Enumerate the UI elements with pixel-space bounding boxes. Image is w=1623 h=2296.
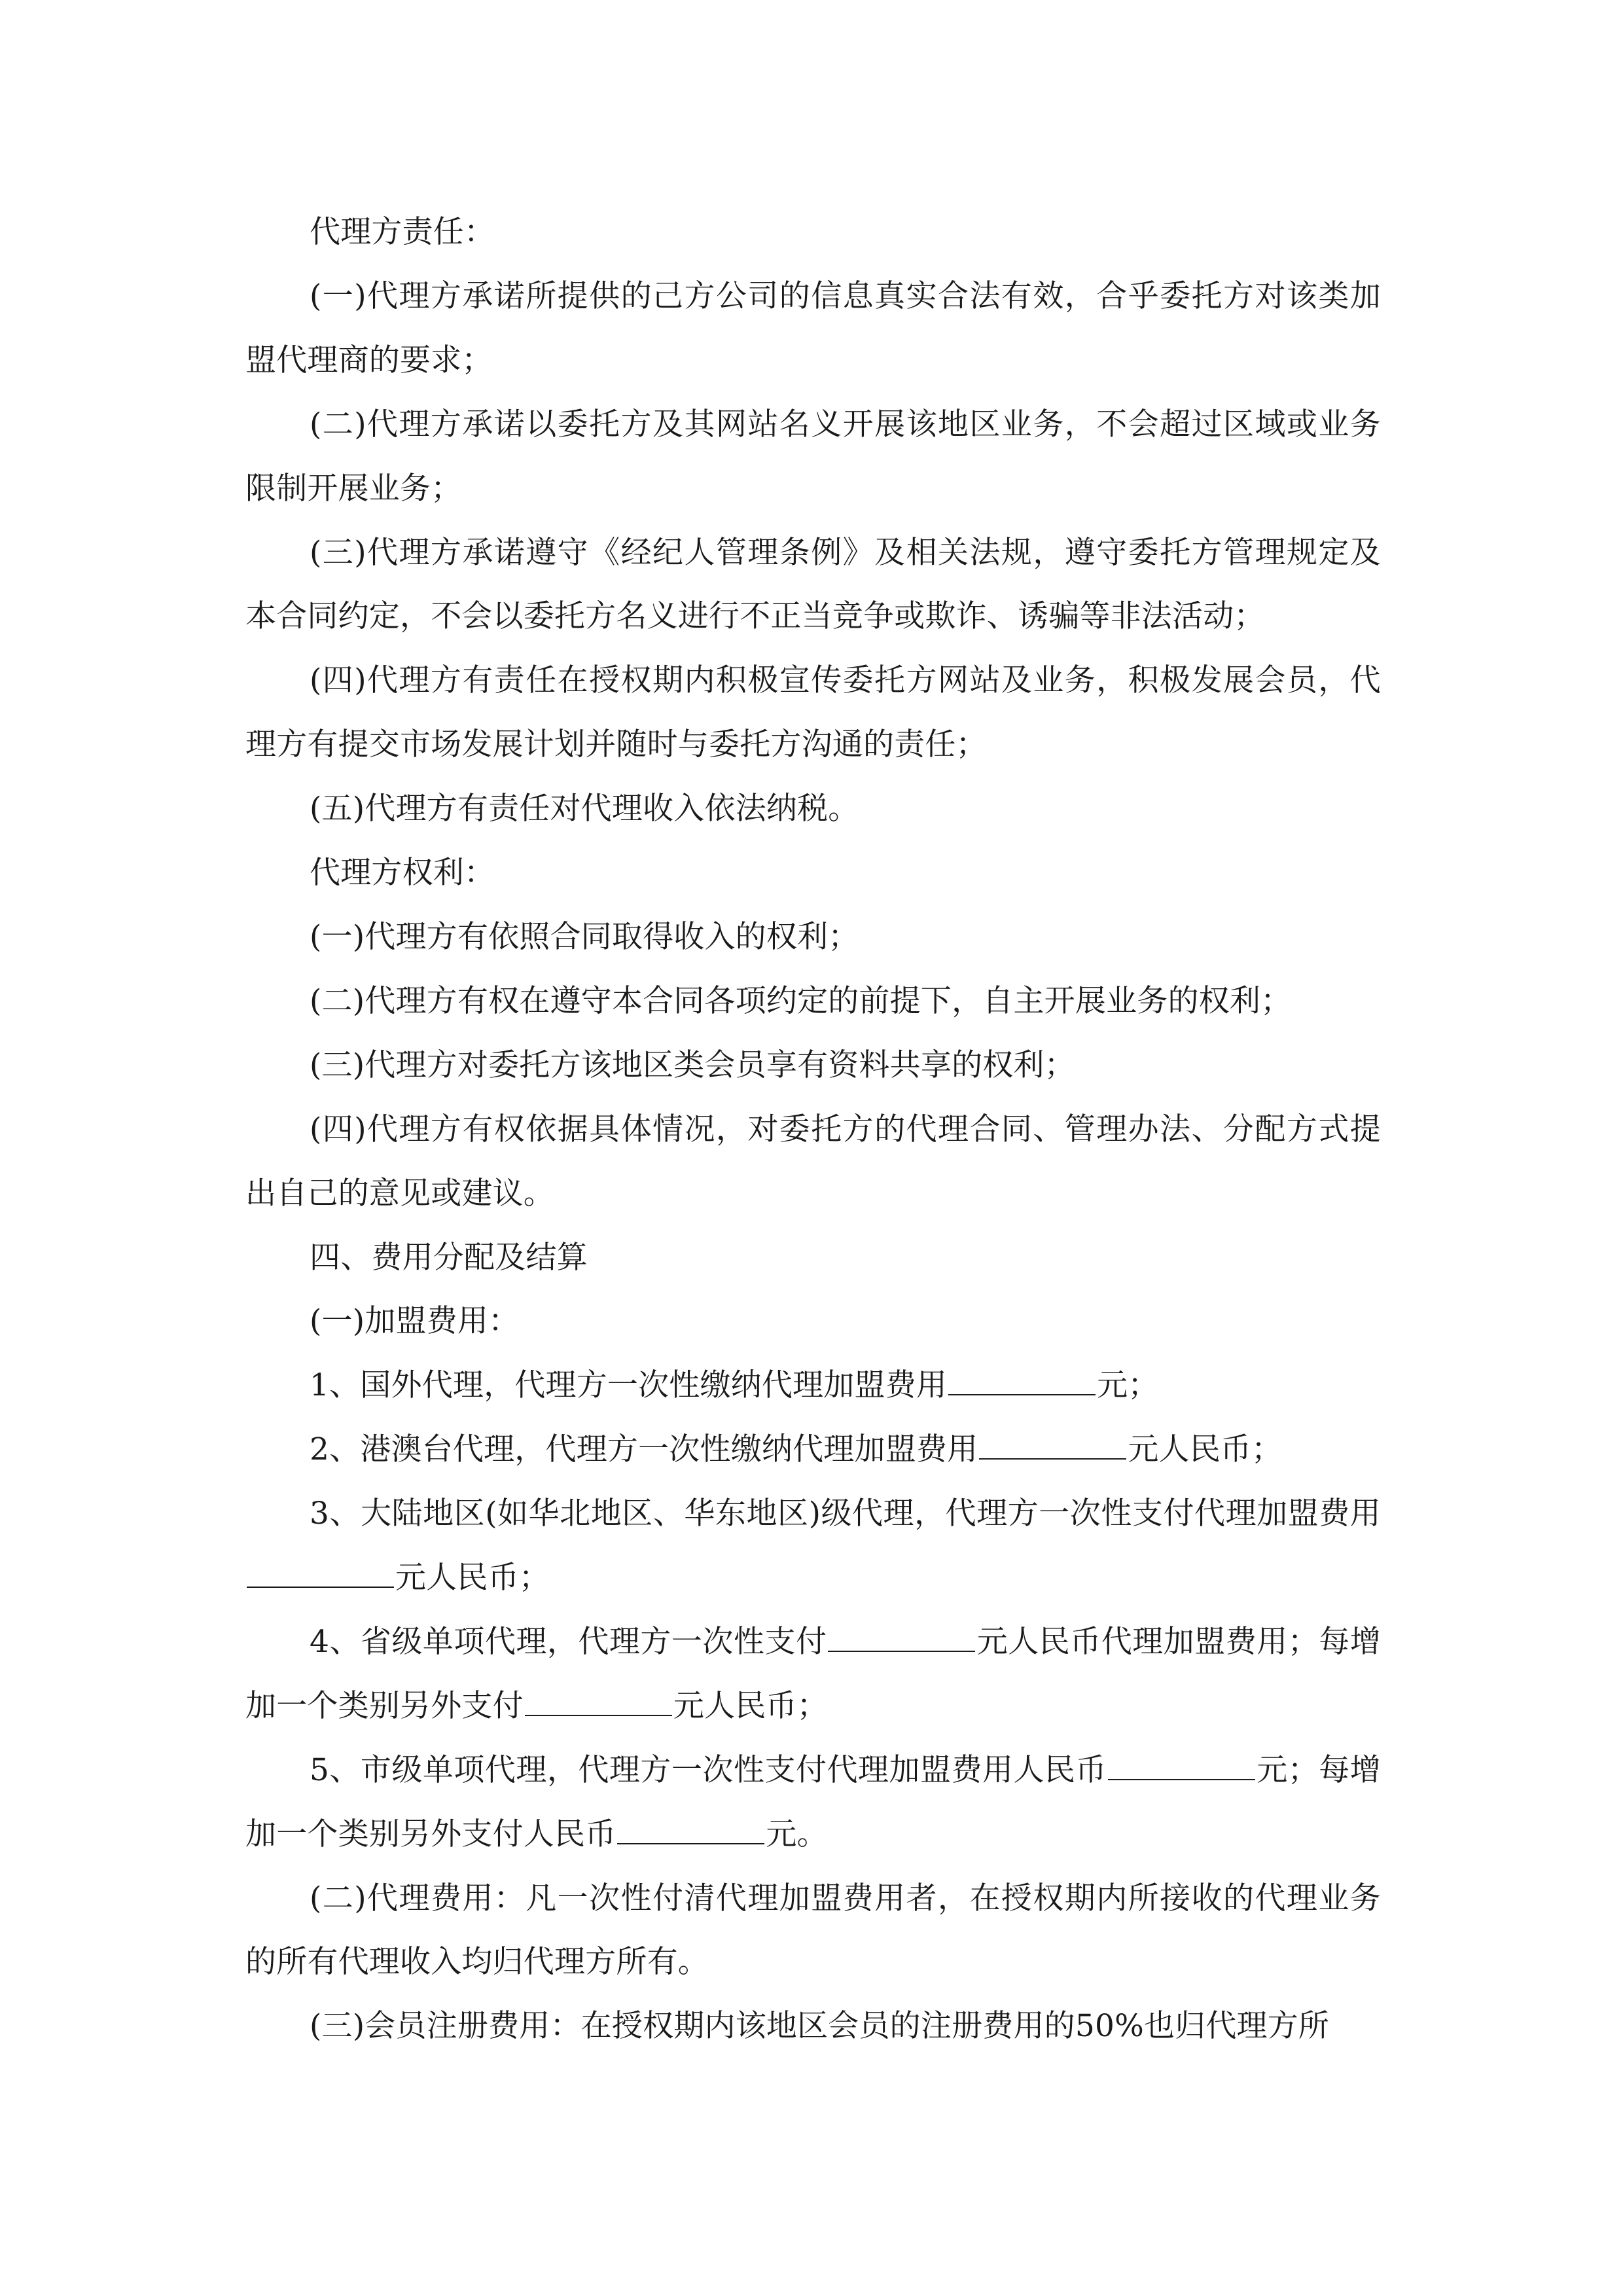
paragraph-text: (三)代理方对委托方该地区类会员享有资料共享的权利； (310, 1047, 1075, 1083)
fill-in-blank (979, 1429, 1126, 1460)
paragraph-text: 元人民币； (1128, 1431, 1283, 1468)
paragraph-text: 1、国外代理，代理方一次性缴纳代理加盟费用 (310, 1367, 948, 1404)
fill-in-blank (828, 1622, 975, 1652)
paragraph-text: 元人民币； (673, 1687, 828, 1724)
paragraph (245, 1354, 1381, 1418)
paragraph-text: (二)代理方有权在遵守本合同各项约定的前提下，自主开展业务的权利； (310, 982, 1292, 1019)
paragraph-text: (一)加盟费用： (310, 1303, 520, 1340)
paragraph-text: 3、大陆地区(如华北地区、华东地区)级代理，代理方一次性支付代理加盟费用 (310, 1496, 1381, 1532)
paragraph (245, 777, 1381, 841)
paragraph (245, 1610, 1381, 1738)
paragraph (245, 1482, 1381, 1610)
paragraph-text: (二)代理方承诺以委托方及其网站名义开展该地区业务，不会超过区域或业务限制开展业务； (245, 406, 1381, 507)
paragraph-text: 元人民币； (395, 1560, 550, 1596)
paragraph (245, 1418, 1381, 1482)
paragraph (245, 969, 1381, 1033)
paragraph-text: 四、费用分配及结算 (310, 1239, 588, 1276)
paragraph (245, 1098, 1381, 1226)
paragraph (245, 905, 1381, 969)
paragraph (245, 841, 1381, 905)
paragraph (245, 1289, 1381, 1354)
paragraph-text: 元； (1097, 1367, 1159, 1404)
paragraph (245, 1994, 1381, 2058)
paragraph-text: 5、市级单项代理，代理方一次性支付代理加盟费用人民币 (310, 1751, 1107, 1788)
paragraph (245, 1033, 1381, 1098)
paragraph (245, 1226, 1381, 1290)
document-body (245, 200, 1381, 2058)
paragraph-text: 代理方权利： (310, 855, 495, 891)
paragraph-text: (五)代理方有责任对代理收入依法纳税。 (310, 791, 859, 827)
paragraph (245, 521, 1381, 649)
paragraph-text: 4、省级单项代理，代理方一次性支付 (310, 1623, 827, 1660)
paragraph-text: (二)代理费用：凡一次性付清代理加盟费用者，在授权期内所接收的代理业务的所有代理收入均归代理方所有。 (245, 1880, 1381, 1981)
fill-in-blank (617, 1814, 764, 1844)
paragraph-text: (四)代理方有权依据具体情况，对委托方的代理合同、管理办法、分配方式提出自己的意见或建议。 (245, 1111, 1381, 1211)
paragraph (245, 200, 1381, 264)
paragraph (245, 1738, 1381, 1867)
fill-in-blank (525, 1686, 672, 1716)
fill-in-blank (1108, 1750, 1255, 1780)
paragraph-text: 代理方责任： (310, 214, 495, 250)
paragraph-text: (三)会员注册费用：在授权期内该地区会员的注册费用的50%也归代理方所 (310, 2008, 1330, 2045)
paragraph (245, 264, 1381, 393)
paragraph-text: (三)代理方承诺遵守《经纪人管理条例》及相关法规，遵守委托方管理规定及本合同约定，不会以委托方名义进行不正当竞争或欺诈、诱骗等非法活动； (245, 534, 1381, 635)
paragraph-text: 2、港澳台代理，代理方一次性缴纳代理加盟费用 (310, 1431, 978, 1468)
paragraph-text: (一)代理方承诺所提供的己方公司的信息真实合法有效，合乎委托方对该类加盟代理商的要求； (245, 278, 1381, 378)
fill-in-blank (247, 1558, 394, 1588)
paragraph-text: 元人民币代理加盟费用；每增加一个类别另外支付 (245, 1623, 1381, 1724)
paragraph-text: (一)代理方有依照合同取得收入的权利； (310, 918, 859, 955)
paragraph (245, 393, 1381, 521)
paragraph-text: 元。 (766, 1816, 828, 1852)
paragraph (245, 1867, 1381, 1995)
paragraph (245, 649, 1381, 777)
paragraph-text: (四)代理方有责任在授权期内积极宣传委托方网站及业务，积极发展会员，代理方有提交市场发展计划并随时与委托方沟通的责任； (245, 662, 1381, 763)
fill-in-blank (948, 1365, 1096, 1395)
paragraph-text: 元；每增加一个类别另外支付人民币 (245, 1751, 1381, 1852)
